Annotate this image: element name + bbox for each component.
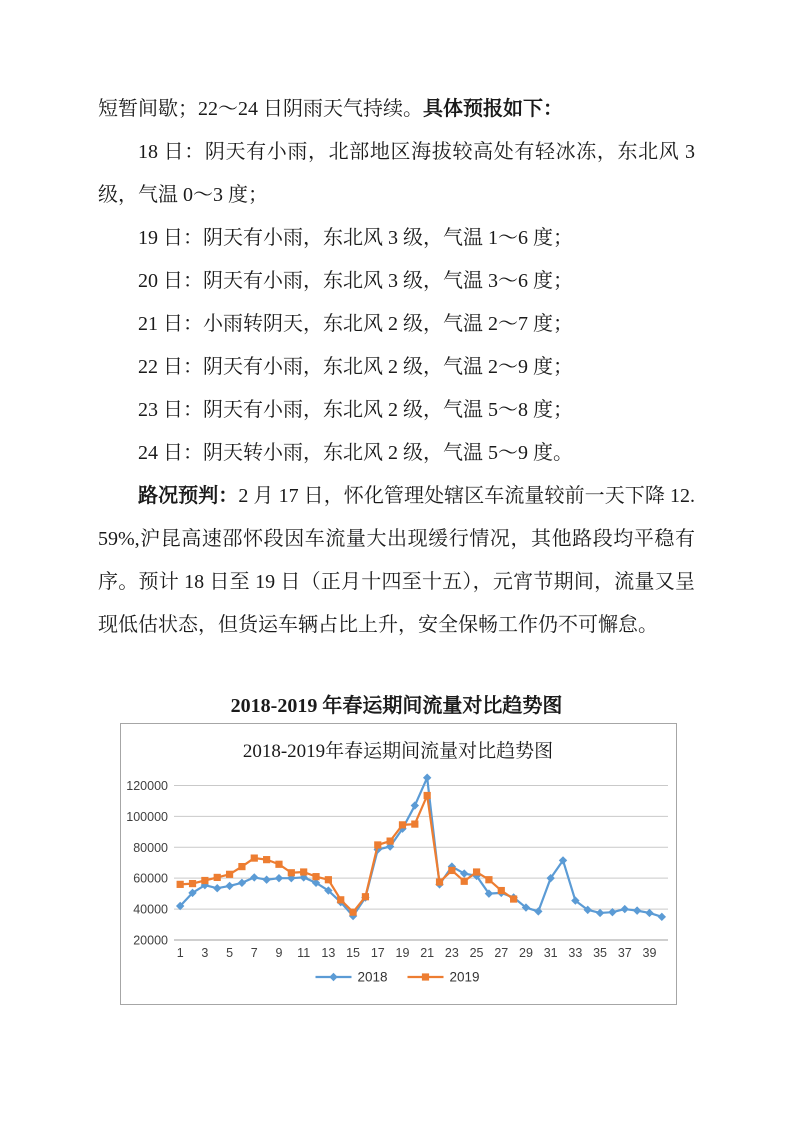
series-2019-marker [251, 854, 258, 861]
series-2018-marker [411, 801, 419, 809]
bold-text-run: 具体预报如下： [423, 98, 563, 120]
legend-label-2019: 2019 [449, 969, 480, 985]
series-2018-marker [262, 876, 270, 884]
series-2019-marker [300, 868, 307, 875]
series-2019-marker [263, 856, 270, 863]
x-tick-label: 37 [617, 946, 632, 960]
series-2019-marker [411, 820, 418, 827]
x-tick-label: 17 [370, 946, 385, 960]
line-chart [120, 723, 677, 1005]
x-tick-label: 35 [593, 946, 608, 960]
text-run: 18 日：阴天有小雨，北部地区海拔较高处有轻冰冻，东北风 3 级，气温 0～3 度； [98, 141, 695, 206]
series-2018-marker [534, 907, 542, 915]
series-2019-marker [214, 874, 221, 881]
series-2019-marker [498, 887, 505, 894]
x-tick-label: 31 [543, 946, 558, 960]
figure-caption: 2018-2019 年春运期间流量对比趋势图 [230, 695, 563, 717]
y-tick-label: 100000 [126, 809, 168, 824]
y-tick-label: 20000 [133, 933, 168, 948]
x-tick-label: 5 [226, 946, 234, 960]
bold-text-run: 路况预判： [138, 485, 239, 507]
paragraph-5 [98, 303, 695, 346]
text-run: 23 日：阴天有小雨，东北风 2 级，气温 5～8 度； [138, 399, 573, 421]
paragraph-4 [98, 260, 695, 303]
series-2018-marker [213, 884, 221, 892]
x-tick-label: 9 [275, 946, 283, 960]
series-2019-marker [325, 876, 332, 883]
paragraph-6 [98, 346, 695, 389]
series-2019-line [180, 796, 513, 913]
text-run: 24 日：阴天转小雨，东北风 2 级，气温 5～9 度。 [138, 442, 573, 464]
x-tick-label: 25 [469, 946, 484, 960]
y-tick-label: 80000 [133, 840, 168, 855]
series-2019-marker [201, 877, 208, 884]
series-2019-marker [485, 876, 492, 883]
paragraph-9 [98, 475, 695, 647]
text-run: 20 日：阴天有小雨，东北风 3 级，气温 3～6 度； [138, 270, 573, 292]
x-tick-label: 19 [395, 946, 410, 960]
x-tick-label: 33 [568, 946, 583, 960]
x-tick-label: 1 [176, 946, 184, 960]
x-tick-label: 29 [519, 946, 533, 960]
paragraph-7 [98, 389, 695, 432]
series-2019 [177, 792, 518, 916]
x-tick-label: 11 [297, 946, 311, 960]
x-tick-label: 39 [642, 946, 657, 960]
line-chart-canvas [121, 724, 676, 1004]
y-tick-label: 120000 [126, 778, 168, 793]
y-tick-label: 40000 [133, 902, 168, 917]
series-2018-marker [596, 909, 604, 917]
text-run: 短暂间歇；22～24 日阴雨天气持续。 [98, 98, 423, 120]
series-2019-marker [238, 863, 245, 870]
x-tick-label: 21 [420, 946, 435, 960]
series-2019-marker [362, 893, 369, 900]
series-2019-marker [436, 878, 443, 885]
legend [316, 970, 480, 985]
series-2019-marker [374, 841, 381, 848]
series-2019-marker [189, 880, 196, 887]
series-2018-marker [225, 882, 233, 890]
paragraph-1 [98, 88, 695, 131]
series-2019-marker [337, 896, 344, 903]
body-text [98, 88, 695, 647]
x-tick-label: 27 [494, 946, 509, 960]
series-2019-marker [424, 792, 431, 799]
series-2018-marker [658, 913, 666, 921]
x-tick-label: 13 [321, 946, 336, 960]
series-2019-marker [510, 895, 517, 902]
x-tick-label: 7 [250, 946, 258, 960]
legend-marker-2019 [422, 973, 429, 980]
text-run: 21 日：小雨转阴天，东北风 2 级，气温 2～7 度； [138, 313, 573, 335]
x-tick-label: 3 [201, 946, 209, 960]
x-tick-label: 15 [346, 946, 361, 960]
series-2018-marker [460, 869, 468, 877]
legend-marker-2018 [329, 973, 337, 981]
series-2018-marker [621, 905, 629, 913]
series-2019-marker [387, 837, 394, 844]
series-2019-marker [461, 878, 468, 885]
paragraph-3 [98, 217, 695, 260]
paragraph-8 [98, 432, 695, 475]
series-2019-marker [473, 868, 480, 875]
y-tick-label: 60000 [133, 871, 168, 886]
x-tick-label: 23 [444, 946, 459, 960]
text-run: 2 月 17 日，怀化管理处辖区车流量较前一天下降 12.59%,沪昆高速邵怀段因车流量大出现缓行情况，其他路段均平稳有序。预计 18 日至 19 日（正月十四至十五），元宵节期间，流量又呈现低估状态，但货运车辆占比上升，安全保畅工作仍不可懈怠。 [98, 485, 696, 636]
series-2019-marker [288, 869, 295, 876]
series-2018-marker [238, 879, 246, 887]
text-run: 22 日：阴天有小雨，东北风 2 级，气温 2～9 度； [138, 356, 573, 378]
series-2018-marker [633, 906, 641, 914]
chart-title: 2018-2019年春运期间流量对比趋势图 [242, 741, 554, 762]
series-2018-marker [645, 909, 653, 917]
series-2019-marker [448, 867, 455, 874]
legend-label-2018: 2018 [357, 969, 388, 985]
series-2019-marker [226, 871, 233, 878]
series-2018-marker [250, 873, 258, 881]
series-2018-marker [275, 874, 283, 882]
series-2018-marker [423, 774, 431, 782]
series-2019-marker [349, 909, 356, 916]
paragraph-2 [98, 131, 695, 217]
series-2019-marker [399, 821, 406, 828]
series-2019-marker [275, 861, 282, 868]
text-run: 19 日：阴天有小雨，东北风 3 级，气温 1～6 度； [138, 227, 573, 249]
series-2019-marker [177, 881, 184, 888]
series-2019-marker [312, 873, 319, 880]
